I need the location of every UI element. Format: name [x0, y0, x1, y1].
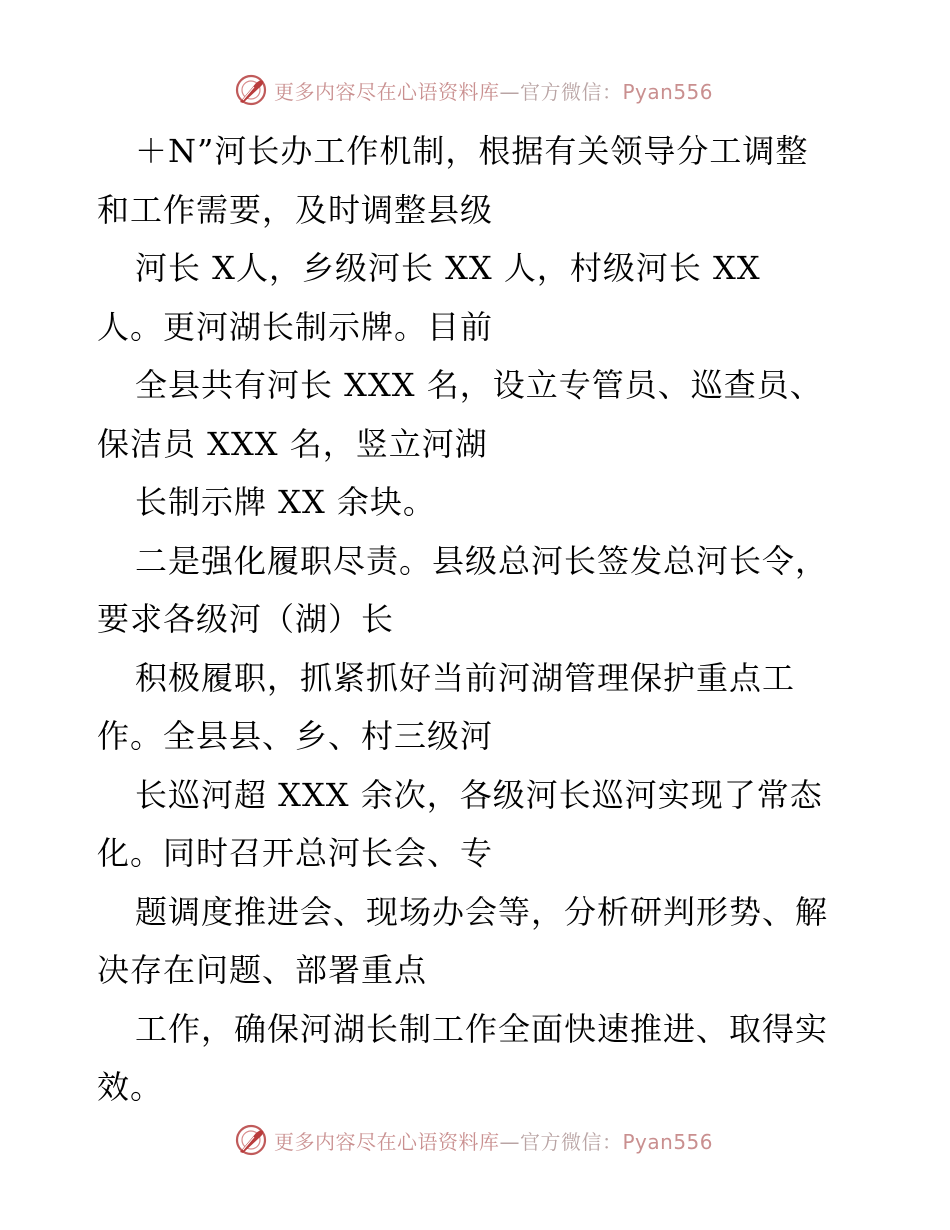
text-line: 保洁员 XXX 名，竖立河湖	[97, 424, 488, 463]
text-line: 河长 X人，乡级河长 XX 人，村级河长 XX	[135, 249, 761, 287]
watermark-account: Pyan556	[622, 1129, 714, 1154]
text-line: 要求各级河（湖）长	[97, 600, 395, 638]
text-line: 工作，确保河湖长制工作全面快速推进、取得实	[135, 1009, 829, 1048]
text-line: ＋N”河长办工作机制，根据有关领导分工调整	[135, 132, 809, 170]
watermark-brand: 更多内容尽在心语资料库	[274, 79, 500, 104]
watermark-account: Pyan556	[622, 79, 714, 104]
text-line: 人。更河湖长制示牌。目前	[97, 307, 494, 346]
watermark-text	[274, 76, 713, 105]
text-line: 二是强化履职尽责。县级总河长签发总河长令，	[135, 541, 829, 580]
watermark-brand: 更多内容尽在心语资料库	[274, 1129, 500, 1154]
text-line: 作。全县县、乡、村三级河	[97, 717, 494, 755]
text-line: 化。同时召开总河长会、专	[97, 834, 494, 872]
text-line: 和工作需要，及时调整县级	[97, 190, 494, 229]
watermark-separator: —	[499, 79, 520, 104]
watermark-text	[274, 1126, 713, 1155]
quill-logo-icon	[234, 1123, 268, 1157]
text-line: 积极履职，抓紧抓好当前河湖管理保护重点工	[135, 658, 796, 697]
quill-logo-icon	[234, 73, 268, 107]
text-line: 长制示牌 XX 余块。	[135, 483, 436, 521]
text-line: 决存在问题、部署重点	[97, 951, 428, 989]
text-line: 题调度推进会、现场办会等，分析研判形势、解	[135, 892, 829, 931]
watermark-official: 官方微信：	[520, 1129, 623, 1154]
header-watermark	[234, 70, 754, 110]
text-line: 效。	[97, 1068, 164, 1106]
watermark-official: 官方微信：	[520, 79, 623, 104]
text-line: 全县共有河长 XXX 名，设立专管员、巡查员、	[135, 366, 823, 404]
document-body	[97, 122, 877, 1117]
text-line: 长巡河超 XXX 余次，各级河长巡河实现了常态	[135, 775, 823, 814]
watermark-separator: —	[499, 1129, 520, 1154]
footer-watermark	[234, 1120, 754, 1160]
